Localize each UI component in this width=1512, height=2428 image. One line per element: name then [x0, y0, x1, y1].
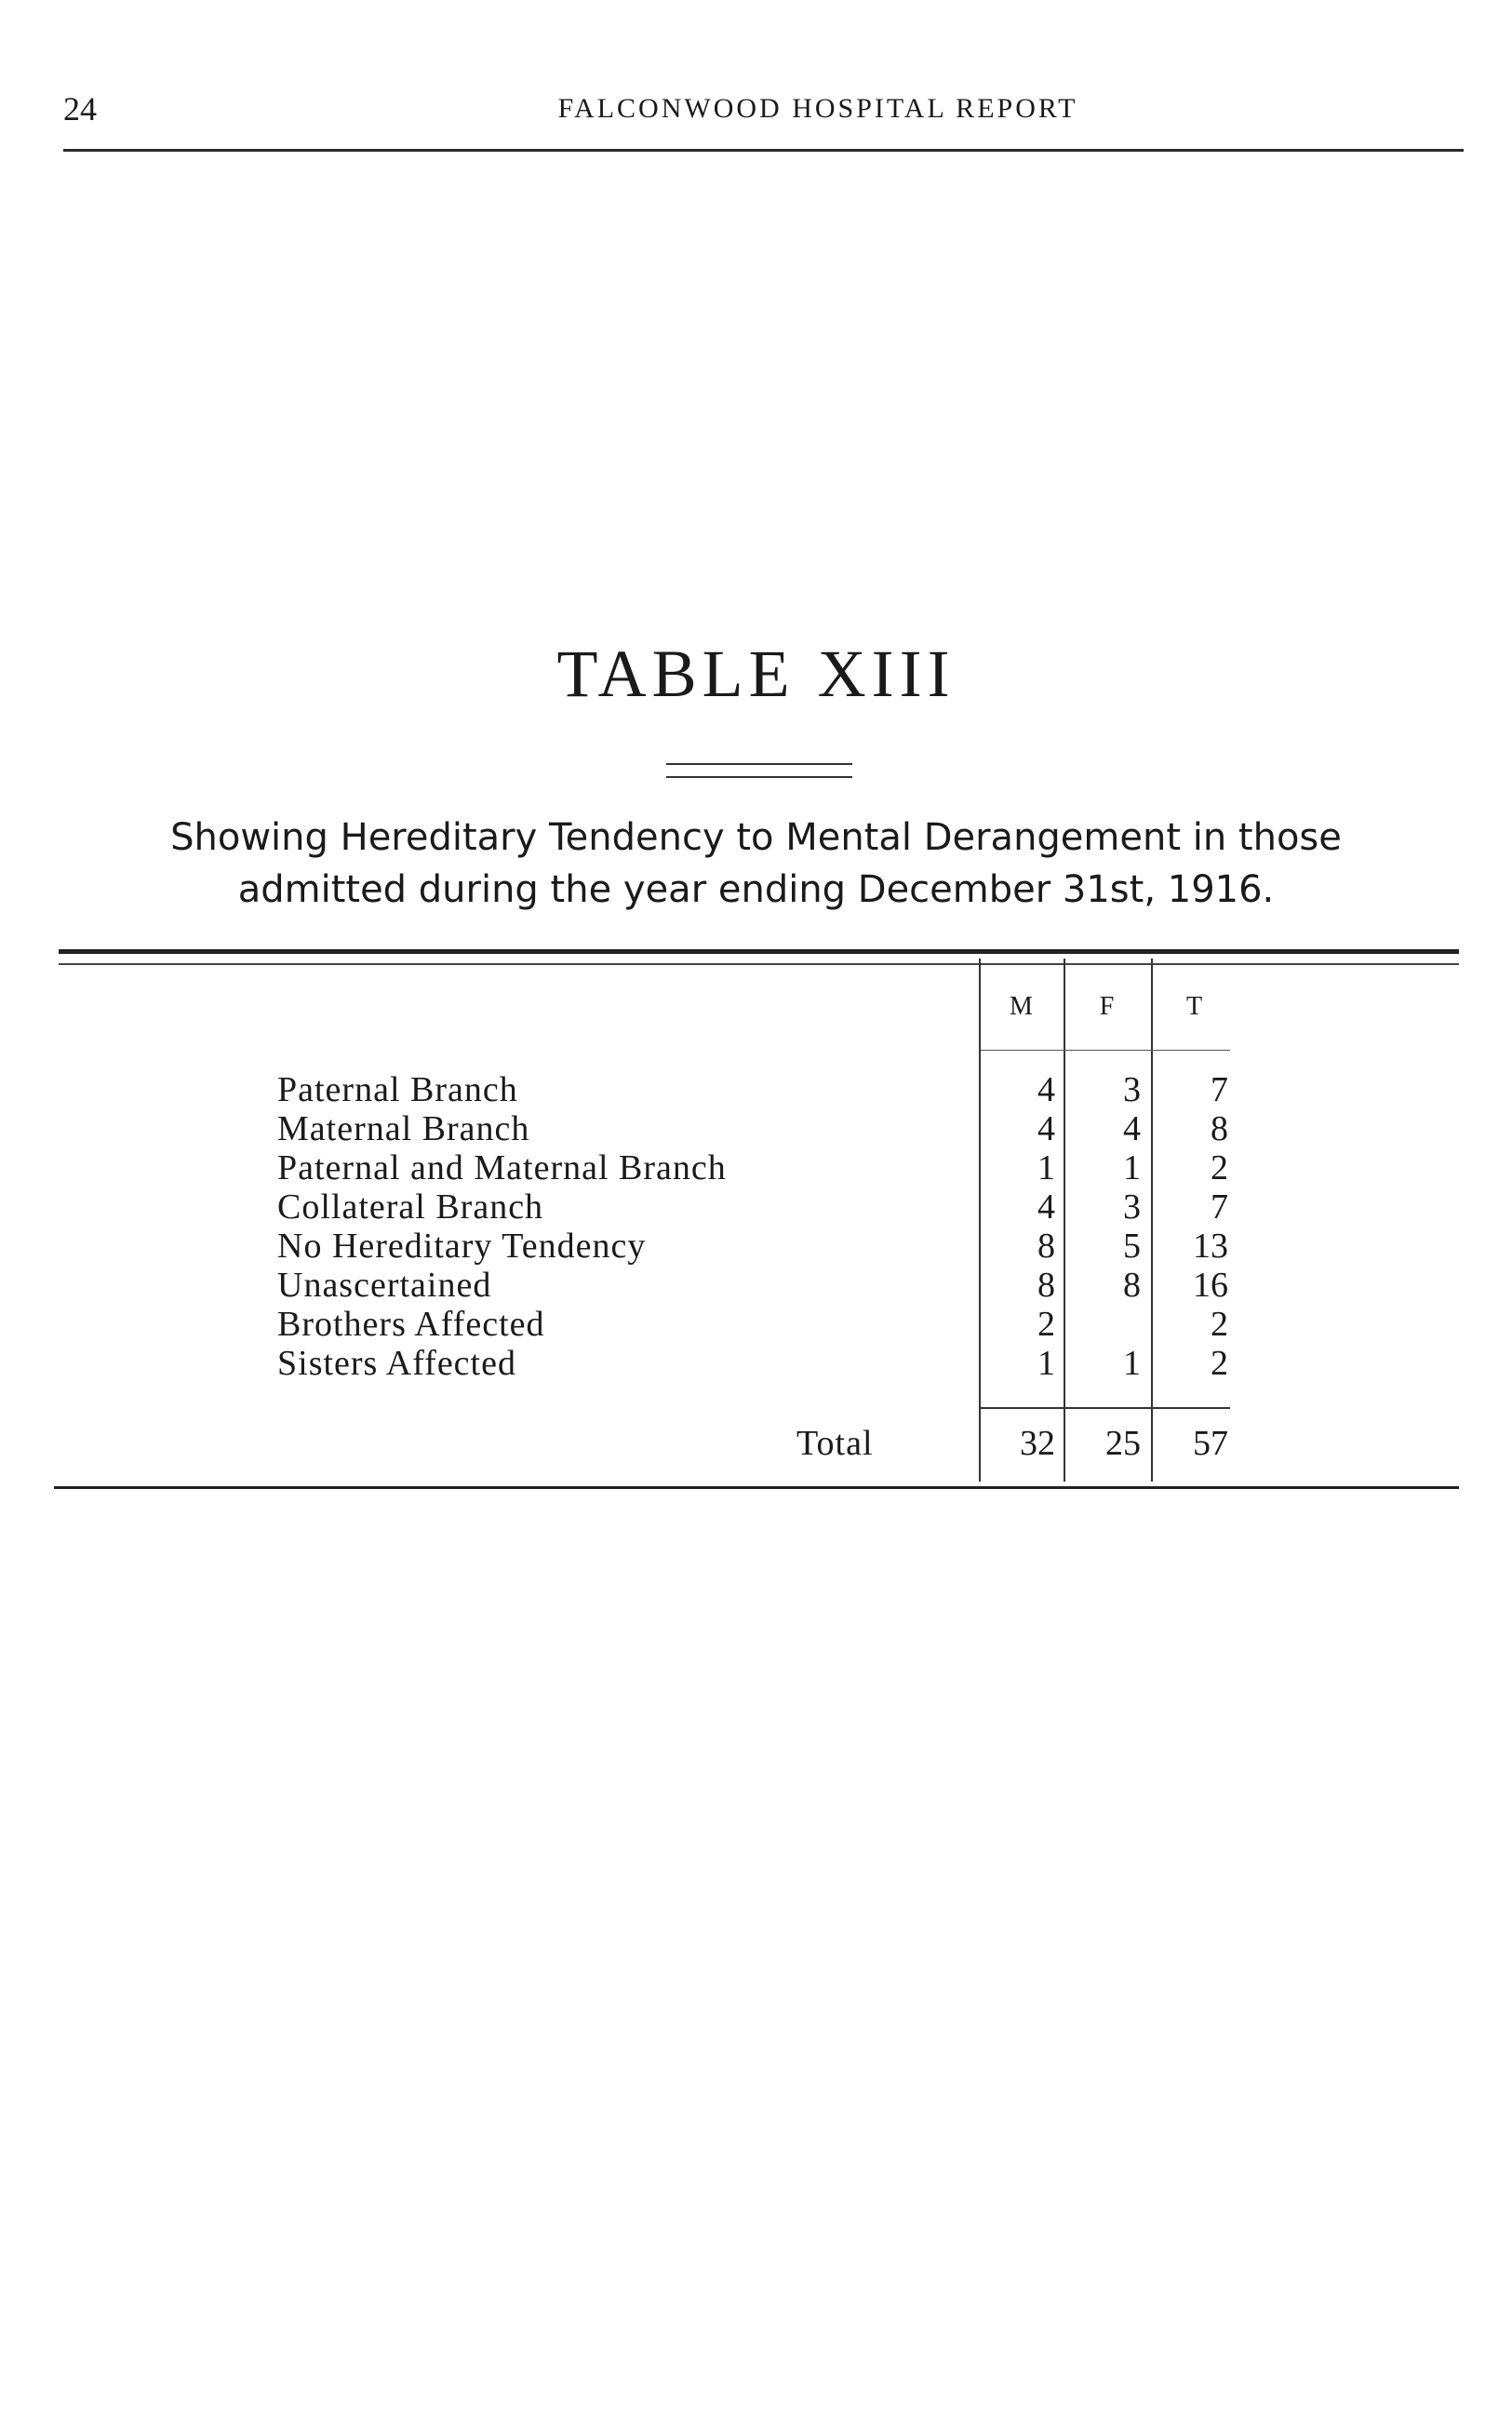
- row-label: Maternal Branch: [277, 1109, 530, 1148]
- column-header-f: F: [1099, 992, 1116, 1021]
- cell-t: 13: [1193, 1227, 1228, 1266]
- subtitle-line-2: admitted during the year ending December 31st, 1916.: [237, 868, 1275, 911]
- running-title: FALCONWOOD HOSPITAL REPORT: [557, 93, 1078, 124]
- page-header: [63, 89, 1461, 136]
- cell-t: 2: [1211, 1148, 1228, 1187]
- table-title: TABLE XIII: [556, 637, 956, 711]
- column-header-m: M: [1010, 992, 1034, 1021]
- table-body: [277, 1070, 1254, 1383]
- cell-m: 4: [1037, 1070, 1055, 1109]
- table-top-rule: [59, 949, 1459, 965]
- cell-t: 8: [1211, 1109, 1228, 1148]
- cell-t: 2: [1211, 1344, 1228, 1383]
- table-row: [277, 1305, 1254, 1344]
- cell-m: 8: [1037, 1227, 1055, 1266]
- cell-m: 8: [1037, 1266, 1055, 1305]
- cell-m: 4: [1037, 1187, 1055, 1227]
- table-bottom-rule: [54, 1486, 1459, 1489]
- cell-m: 1: [1037, 1148, 1055, 1187]
- subtitle-line-1: Showing Hereditary Tendency to Mental Derangement in those: [170, 816, 1342, 859]
- total-m: 32: [1020, 1424, 1055, 1463]
- row-label: Collateral Branch: [277, 1187, 544, 1227]
- header-underline: [981, 1050, 1230, 1051]
- cell-m: 2: [1037, 1305, 1055, 1344]
- table-row: [277, 1109, 1254, 1148]
- row-label: Sisters Affected: [277, 1344, 516, 1383]
- table-row: [277, 1148, 1254, 1187]
- cell-f: 8: [1123, 1266, 1141, 1305]
- table-subtitle: [0, 812, 1512, 916]
- cell-f: 1: [1123, 1148, 1141, 1187]
- cell-m: 4: [1037, 1109, 1055, 1148]
- cell-t: 2: [1211, 1305, 1228, 1344]
- table-row: [277, 1344, 1254, 1383]
- column-header-t: T: [1185, 992, 1204, 1021]
- cell-t: 7: [1211, 1070, 1228, 1109]
- table-row: [277, 1187, 1254, 1227]
- cell-t: 7: [1211, 1187, 1228, 1227]
- cell-f: 3: [1123, 1070, 1141, 1109]
- total-label: Total: [796, 1424, 874, 1463]
- cell-f: 1: [1123, 1344, 1141, 1383]
- row-label: Paternal and Maternal Branch: [277, 1148, 727, 1187]
- row-label: Paternal Branch: [277, 1070, 518, 1109]
- table-row: [277, 1266, 1254, 1305]
- header-rule: [63, 149, 1464, 152]
- title-double-rule: [666, 763, 852, 778]
- total-rule: [981, 1407, 1230, 1409]
- cell-f: 4: [1123, 1109, 1141, 1148]
- total-row: [0, 1420, 1512, 1467]
- table-row: [277, 1227, 1254, 1266]
- total-t: 57: [1193, 1424, 1228, 1463]
- total-f: 25: [1105, 1424, 1141, 1463]
- cell-t: 16: [1193, 1266, 1228, 1305]
- table-row: [277, 1070, 1254, 1109]
- row-label: No Hereditary Tendency: [277, 1227, 647, 1266]
- cell-f: 5: [1123, 1227, 1141, 1266]
- cell-m: 1: [1037, 1344, 1055, 1383]
- cell-f: 3: [1123, 1187, 1141, 1227]
- row-label: Unascertained: [277, 1266, 492, 1305]
- page-number: 24: [63, 90, 97, 127]
- row-label: Brothers Affected: [277, 1305, 545, 1344]
